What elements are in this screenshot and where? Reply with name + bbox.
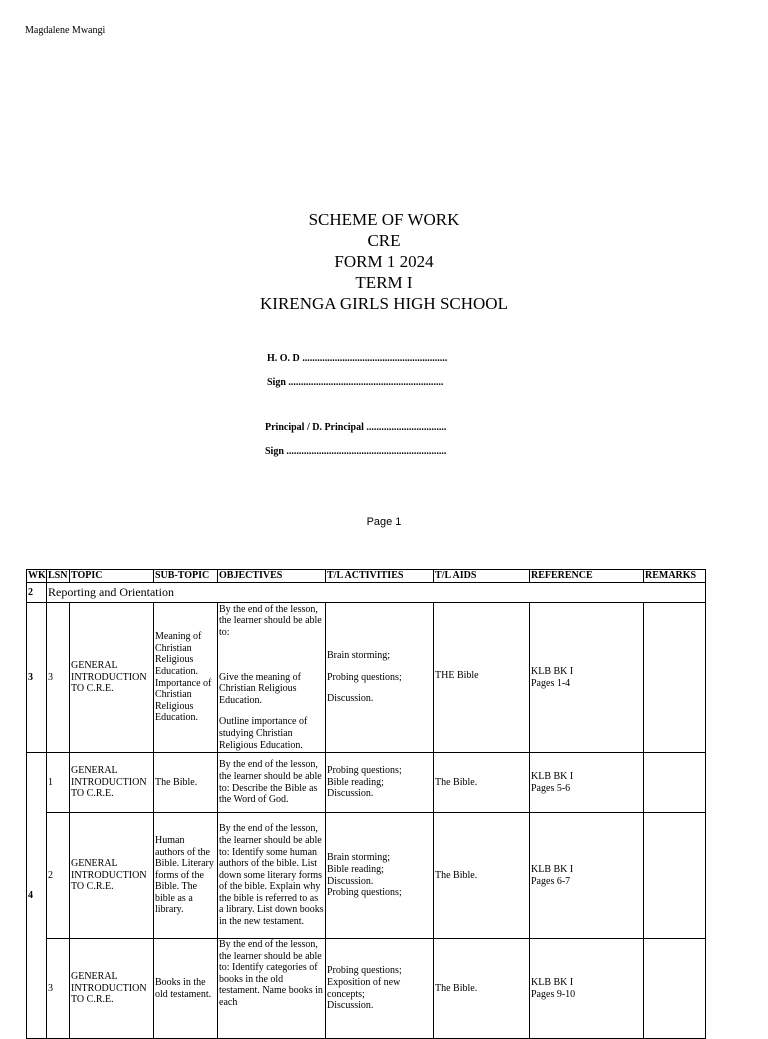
week-number: 3 <box>27 603 47 753</box>
header-remarks: REMARKS <box>644 570 706 583</box>
activities-cell <box>326 753 434 813</box>
header-lsn: LSN <box>47 570 70 583</box>
scheme-of-work-table <box>26 569 706 1039</box>
activity-item: Discussion. <box>327 693 374 705</box>
reference-book: KLB BK I <box>531 863 574 875</box>
activity-item: Discussion. <box>327 875 374 887</box>
week-number: 4 <box>27 753 47 1039</box>
objectives-cell: By the end of the lesson, the learner should be able to: Identify categories of books in the old testament. Name books in each <box>218 939 326 1039</box>
header-activities: T/L ACTIVITIES <box>326 570 434 583</box>
title-line-subject: CRE <box>367 231 401 250</box>
activities-cell <box>326 603 434 753</box>
topic-cell: GENERAL INTRODUCTION TO C.R.E. <box>70 813 154 939</box>
author-name: Magdalene Mwangi <box>25 25 106 36</box>
title-line-scheme: SCHEME OF WORK <box>308 210 460 229</box>
header-topic: TOPIC <box>70 570 154 583</box>
activity-item: Bible reading; <box>327 776 384 788</box>
lesson-number: 3 <box>47 939 70 1039</box>
subtopic-cell: The Bible. <box>154 753 218 813</box>
activity-item: Discussion. <box>327 1000 374 1012</box>
objectives-intro: By the end of the lesson, the learner should be able to: <box>219 603 322 639</box>
week-number: 2 <box>27 583 47 603</box>
subtopic-cell: Human authors of the Bible. Literary forms of the Bible. The bible as a library. <box>154 813 218 939</box>
reference-book: KLB BK I <box>531 665 574 677</box>
reference-pages: Pages 5-6 <box>531 782 571 794</box>
activity-item: Bible reading; <box>327 863 384 875</box>
aids-cell: The Bible. <box>434 813 530 939</box>
activity-item: Probing questions; <box>327 765 402 777</box>
reference-book: KLB BK I <box>531 976 574 988</box>
remarks-cell <box>644 603 706 753</box>
table-row <box>27 603 706 753</box>
aids-cell: The Bible. <box>434 753 530 813</box>
objective-item: Give the meaning of Christian Religious Education. <box>219 671 301 706</box>
lesson-number: 3 <box>47 603 70 753</box>
header-aids: T/L AIDS <box>434 570 530 583</box>
table-row <box>27 753 706 813</box>
page-number: Page 1 <box>366 516 402 528</box>
table-row <box>27 583 706 603</box>
reference-cell <box>530 813 644 939</box>
lesson-number: 2 <box>47 813 70 939</box>
reference-pages: Pages 9-10 <box>531 988 576 1000</box>
lesson-number: 1 <box>47 753 70 813</box>
activity-item: Discussion. <box>327 788 374 800</box>
reference-book: KLB BK I <box>531 770 574 782</box>
topic-cell: GENERAL INTRODUCTION TO C.R.E. <box>70 939 154 1039</box>
title-line-form: FORM 1 2024 <box>334 252 434 271</box>
topic-cell: GENERAL INTRODUCTION TO C.R.E. <box>70 603 154 753</box>
subtopic-cell: Meaning of Christian Religious Education. Importance of Christian Religious Education. <box>154 603 218 753</box>
title-line-term: TERM I <box>355 273 413 292</box>
objectives-cell: By the end of the lesson, the learner should be able to: Describe the Bible as the Word of God. <box>218 753 326 813</box>
activity-item: Probing questions; <box>327 887 402 899</box>
activity-item: Brain storming; <box>327 650 391 662</box>
objective-item: Outline importance of studying Christian Religious Education. <box>219 716 308 751</box>
topic-cell: GENERAL INTRODUCTION TO C.R.E. <box>70 753 154 813</box>
reference-pages: Pages 6-7 <box>531 875 571 887</box>
activity-item: Probing questions; <box>327 965 402 977</box>
objectives-cell <box>218 603 326 753</box>
title-line-school: KIRENGA GIRLS HIGH SCHOOL <box>260 294 508 313</box>
activity-item: Probing questions; <box>327 671 402 683</box>
header-wk: WK <box>28 570 46 582</box>
reference-pages: Pages 1-4 <box>531 677 571 689</box>
reference-cell <box>530 603 644 753</box>
principal-line: Principal / D. Principal ................................ <box>265 422 447 433</box>
remarks-cell <box>644 813 706 939</box>
aids-cell: The Bible. <box>434 939 530 1039</box>
hod-sign-line: Sign .............................................................. <box>267 377 444 388</box>
hod-line: H. O. D .......................................................... <box>267 353 448 364</box>
activity-item: Brain storming; <box>327 852 391 864</box>
document-title <box>0 209 768 314</box>
activities-cell <box>326 813 434 939</box>
remarks-cell <box>644 753 706 813</box>
header-subtopic: SUB-TOPIC <box>154 570 218 583</box>
principal-sign-line: Sign ................................................................ <box>265 446 447 457</box>
activity-item: Exposition of new concepts; <box>327 976 401 1000</box>
header-objectives: OBJECTIVES <box>218 570 326 583</box>
reference-cell <box>530 753 644 813</box>
table-row <box>27 813 706 939</box>
table-header-row <box>27 570 706 583</box>
objectives-cell: By the end of the lesson, the learner should be able to: Identify some human authors of the bible. List down some literary forms of the bible. Explain why the bible is referred to as a library. List down books in the new testament. <box>218 813 326 939</box>
subtopic-cell: Books in the old testament. <box>154 939 218 1039</box>
header-reference: REFERENCE <box>530 570 644 583</box>
reporting-orientation-cell: Reporting and Orientation <box>47 583 706 603</box>
aids-cell: THE Bible <box>434 603 530 753</box>
